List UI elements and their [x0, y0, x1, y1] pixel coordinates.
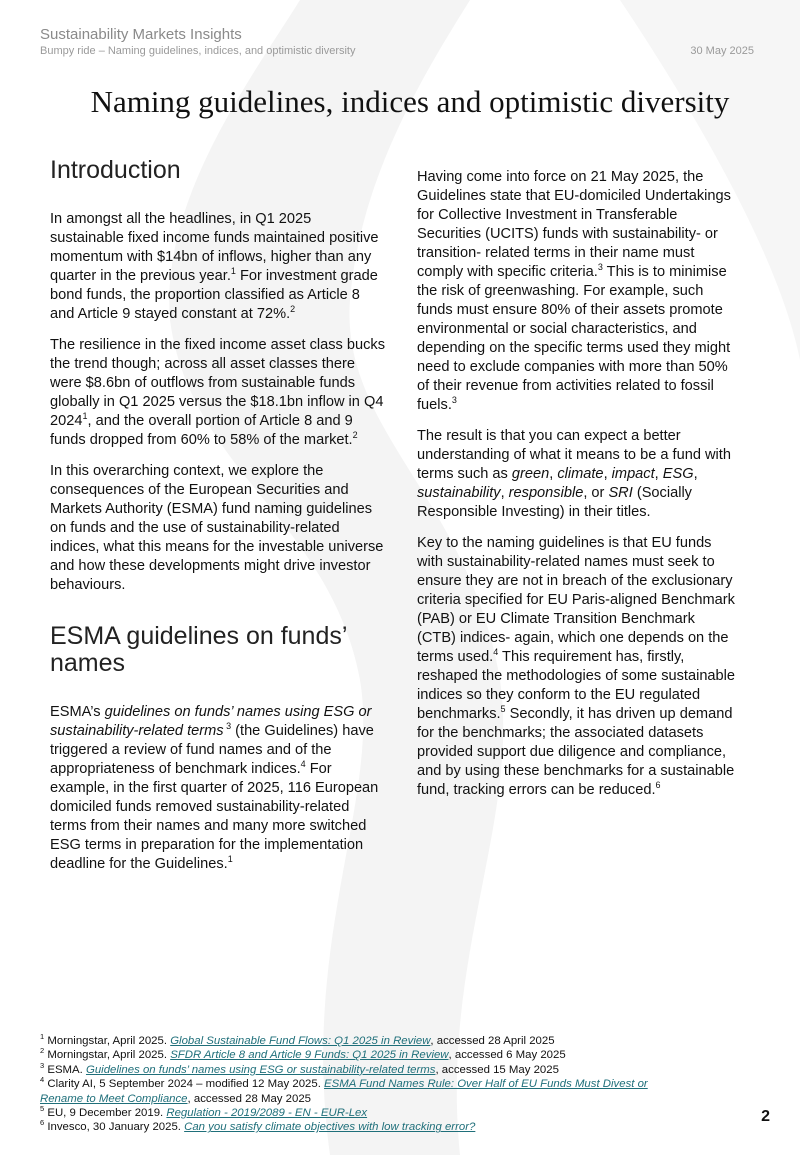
intro-paragraph-3: In this overarching context, we explore the consequences of the European Securities and Markets Authority (ESMA) fund naming guidelines on funds and the use of sustainability-related indices, what this means for the investable universe and how these developments might drive investor behaviours.	[50, 463, 384, 593]
footnote-link[interactable]: SFDR Article 8 and Article 9 Funds: Q1 2025 in Review	[170, 1049, 449, 1062]
footnote-number: 6	[40, 1118, 45, 1128]
intro-paragraph-2	[50, 336, 386, 450]
footnote-accessed: , accessed 28 May 2025	[187, 1092, 312, 1105]
header-date: 30 May 2025	[690, 45, 754, 57]
term: impact	[611, 466, 655, 482]
text: This is to minimise the risk of greenwashing. For example, such funds must ensure 80% of their assets promote environmental or social characteristics, and depending on the specific terms used they might need to exclude companies with more than 50% of their revenue from activities related to fossil fuels.	[417, 264, 731, 413]
text: ,	[500, 485, 509, 501]
text: Secondly, it has driven up demand for the benchmarks; the associated datasets provided support due diligence and compliance, and by using these benchmarks for a sustainable fund, tracking errors can be reduced.	[417, 706, 735, 798]
right-paragraph-1	[417, 168, 737, 415]
right-paragraph-3	[417, 534, 737, 800]
term: SRI	[608, 485, 633, 501]
footnote-ref: 1	[230, 266, 236, 277]
text: The result is that you can expect a better understanding of what it means to be a fund with terms such as	[417, 428, 731, 482]
footnote-ref: 2	[290, 304, 296, 315]
footnote-ref: 3	[597, 262, 603, 273]
footnote-ref: 4	[300, 759, 306, 770]
footnote-number: 3	[40, 1061, 45, 1071]
page-number: 2	[761, 1108, 770, 1125]
footnote-6	[40, 1120, 740, 1134]
text: (the Guidelines) have triggered a review of fund names and of the appropriateness of benchmark indices.	[50, 723, 374, 777]
text: ,	[693, 466, 698, 482]
text: ,	[654, 466, 663, 482]
footnote-link[interactable]: Regulation - 2019/2089 - EN - EUR-Lex	[166, 1107, 368, 1120]
intro-paragraph-1	[50, 210, 386, 324]
footnote-number: 4	[40, 1075, 45, 1085]
term: responsible	[508, 485, 584, 501]
footnote-source: Morningstar, April 2025.	[47, 1049, 171, 1062]
document-title: Naming guidelines, indices and optimistic diversity	[90, 84, 730, 119]
term: climate	[557, 466, 604, 482]
text: Having come into force on 21 May 2025, the Guidelines state that EU-domiciled Undertakings for Collective Investment in Transferable Securities (UCITS) funds with sustainability- or transition- related terms in their name must comply with specific criteria.	[417, 169, 731, 280]
text: The resilience in the fixed income asset class bucks the trend though; across all asset classes there were $8.6bn of outflows from sustainable funds globally in Q1 2025 versus the $18.1bn inflow in Q4 2024	[50, 337, 386, 429]
footnote-4-continued	[40, 1092, 740, 1106]
introduction-heading: Introduction	[50, 156, 181, 184]
footnote-ref: 3	[451, 395, 457, 406]
footnote-source: Invesco, 30 January 2025.	[47, 1121, 185, 1134]
text: For investment grade bond funds, the proportion classified as Article 8 and Article 9 stayed constant at 72%.	[50, 268, 378, 322]
footnote-link[interactable]: Global Sustainable Fund Flows: Q1 2025 in Review	[170, 1035, 431, 1047]
footnote-3	[40, 1063, 740, 1077]
footnote-link[interactable]: Rename to Meet Compliance	[40, 1092, 188, 1105]
right-paragraph-2	[417, 427, 737, 522]
footnote-4	[40, 1077, 740, 1091]
guidelines-link-text: guidelines on funds’ names using ESG or sustainability-related terms	[50, 704, 372, 739]
footnote-source: Morningstar, April 2025.	[47, 1035, 171, 1047]
footnote-link[interactable]: Can you satisfy climate objectives with low tracking error?	[184, 1121, 476, 1134]
footnote-ref: 3	[223, 721, 232, 732]
text: For example, in the first quarter of 2025, 116 European domiciled funds removed sustainability-related terms from their names and many more switched ESG terms in preparation for the implementation deadline for the Guidelines.	[50, 761, 379, 872]
footnote-number: 2	[40, 1046, 45, 1056]
text: This requirement has, firstly, reshaped the methodologies of some sustainable indices so they conform to the EU regulated benchmarks.	[417, 649, 736, 722]
footnote-ref: 6	[655, 780, 661, 791]
footnote-ref: 2	[352, 430, 358, 441]
footnote-source: EU, 9 December 2019.	[47, 1107, 167, 1120]
header-subtitle: Bumpy ride – Naming guidelines, indices, and optimistic diversity	[40, 45, 356, 57]
footnote-accessed: , accessed 15 May 2025	[435, 1063, 559, 1076]
footnote-source: ESMA.	[47, 1063, 86, 1076]
footnotes	[40, 1034, 740, 1135]
footnote-accessed: , accessed 28 April 2025	[430, 1035, 555, 1047]
footnote-number: 1	[40, 1032, 45, 1042]
footnote-1	[40, 1034, 740, 1048]
text: ,	[603, 466, 612, 482]
term: green	[511, 466, 550, 482]
footnote-ref: 1	[82, 411, 88, 422]
footnote-ref: 5	[500, 704, 506, 715]
text: In amongst all the headlines, in Q1 2025 sustainable fixed income funds maintained positive momentum with $14bn of inflows, higher than any quarter in the previous year.	[50, 211, 379, 284]
text: (Socially Responsible Investing) in their titles.	[417, 485, 692, 520]
footnote-5	[40, 1106, 740, 1120]
footnote-link[interactable]: ESMA Fund Names Rule: Over Half of EU Funds Must Divest or	[324, 1078, 648, 1091]
footnote-ref: 1	[227, 854, 233, 865]
footnote-link[interactable]: Guidelines on funds’ names using ESG or sustainability-related terms	[85, 1063, 436, 1076]
heading-line: names	[50, 649, 126, 677]
footnote-accessed: , accessed 6 May 2025	[448, 1049, 566, 1062]
footnote-ref: 4	[493, 647, 499, 658]
text: , or	[583, 485, 609, 501]
text: ,	[549, 466, 558, 482]
esma-heading	[50, 623, 386, 677]
footnote-number: 5	[40, 1104, 45, 1114]
header-title: Sustainability Markets Insights	[40, 26, 242, 43]
term: ESG	[662, 466, 694, 482]
heading-line: ESMA guidelines on funds’	[50, 622, 348, 650]
term: sustainability	[417, 485, 501, 501]
text: Key to the naming guidelines is that EU funds with sustainability-related names must seek to ensure they are not in breach of the exclusionary criteria specified for EU Paris-aligned Benchmark (PAB) or EU Climate Transition Benchmark (CTB) indices- again, which one depends on the terms used.	[417, 535, 735, 665]
text: , and the overall portion of Article 8 and 9 funds dropped from 60% to 58% of the market.	[50, 413, 353, 448]
text: ESMA’s	[50, 704, 105, 720]
footnote-source: Clarity AI, 5 September 2024 – modified 12 May 2025.	[47, 1078, 325, 1091]
footnote-2	[40, 1048, 740, 1062]
left-column	[50, 157, 386, 886]
esma-paragraph-1	[50, 703, 386, 874]
right-column	[417, 168, 737, 812]
